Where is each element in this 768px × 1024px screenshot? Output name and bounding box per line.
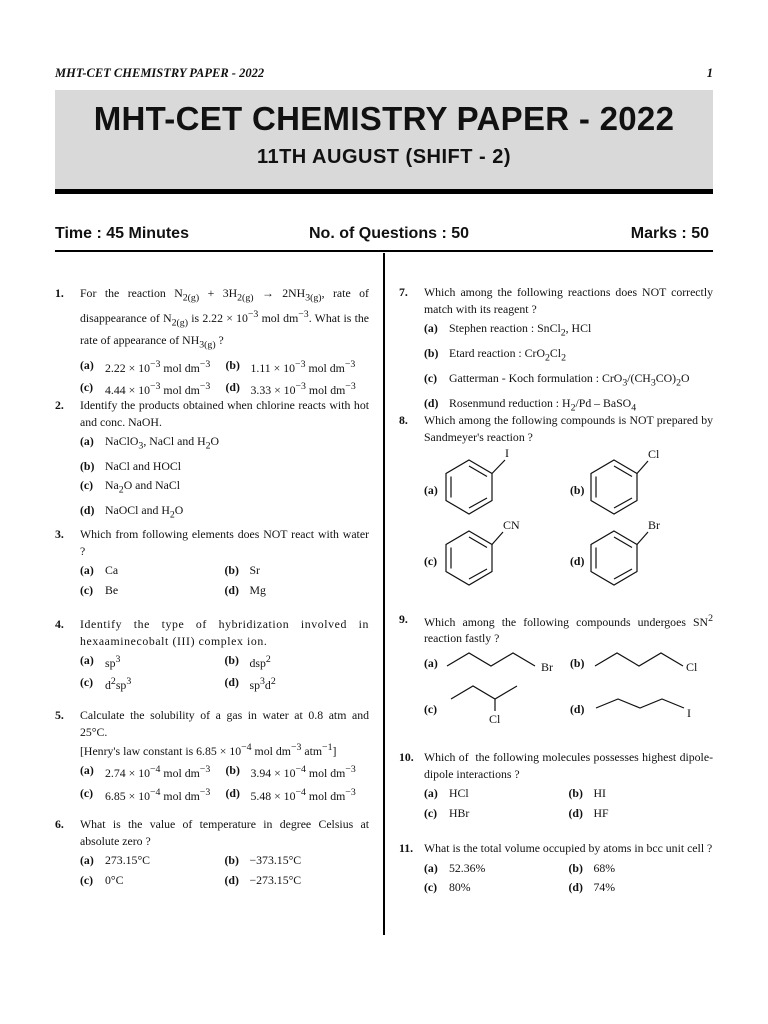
option-text[interactable]: $2.74 \times 10^{-4}$ mol $dm^{-3}$	[105, 764, 211, 781]
question-text: Which of the following molecules possesses highest dipole-dipole interactions ?	[424, 750, 713, 781]
option-text[interactable]: $4.44 \times 10^{-3}$ mol $dm^{-3}$	[105, 380, 211, 397]
option-label[interactable]: (c)	[424, 880, 438, 894]
chlorobutane-structure[interactable]	[595, 653, 698, 674]
option-text[interactable]: 80%	[449, 880, 471, 894]
option-text[interactable]: Sr	[249, 563, 260, 577]
question-text: Which among the following reactions does NOT correctly match with its reagent ?	[424, 285, 713, 316]
option-text[interactable]: $sp^3d^2$	[249, 676, 276, 693]
option-text[interactable]: $sp^3$	[105, 654, 121, 670]
option-text[interactable]: Be	[105, 582, 119, 597]
question-number: 4.	[55, 617, 64, 631]
option-label[interactable]: (a)	[80, 357, 94, 372]
page-number: 1	[706, 66, 713, 80]
option-label[interactable]: (b)	[568, 860, 583, 875]
question-text: Which among the following compounds undergoes $SN^2$ reaction fastly ?	[424, 613, 713, 646]
question-text: Calculate the solubility of a gas in water at 0.8 atm and 25°C. [Henry's law constant is $6.85 \times 10^{-4}$ mol $dm^{-3}$ atm$^{-1}$]	[80, 708, 369, 758]
option-label[interactable]: (d)	[568, 880, 583, 894]
substituent-label: Br	[648, 518, 660, 532]
option-label[interactable]: (b)	[570, 483, 585, 497]
substituent-label: Cl	[648, 447, 660, 461]
option-label[interactable]: (b)	[424, 345, 439, 360]
option-label[interactable]: (d)	[424, 395, 439, 410]
question-text: What is the value of temperature in degree Celsius at absolute zero ?	[80, 817, 369, 848]
question-number: 11.	[399, 841, 414, 855]
option-text[interactable]: dsp$^2$	[249, 654, 271, 670]
question-number: 7.	[399, 285, 408, 299]
substituent-label: I	[505, 446, 509, 460]
question-number: 5.	[55, 708, 64, 722]
option-text[interactable]: 74%	[593, 880, 616, 894]
column-divider	[383, 253, 385, 935]
option-text[interactable]: −273.15°C	[249, 872, 302, 887]
option-text[interactable]: $5.48 \times 10^{-4}$ mol $dm^{-3}$	[250, 786, 356, 803]
option-text[interactable]: 0°C	[105, 872, 124, 887]
question-number: 8.	[399, 413, 408, 427]
chloropropane-structure[interactable]	[451, 686, 517, 726]
option-label[interactable]: (c)	[80, 379, 94, 394]
option-text[interactable]: Stephen reaction : SnCl$_2$, HCl	[449, 321, 592, 339]
substituent-label: I	[687, 706, 691, 720]
option-label[interactable]: (b)	[570, 656, 585, 670]
option-label[interactable]: (c)	[80, 675, 94, 690]
option-text[interactable]: $6.85 \times 10^{-4}$ mol $dm^{-3}$	[105, 786, 211, 803]
option-text[interactable]: HBr	[449, 805, 470, 820]
substituent-label: Cl	[489, 712, 501, 726]
option-text[interactable]: Etard reaction : $CrO_2Cl_2$	[449, 345, 566, 364]
option-label[interactable]: (c)	[80, 785, 94, 800]
option-label[interactable]: (b)	[224, 653, 239, 667]
option-text[interactable]: $3.94 \times 10^{-4}$ mol $dm^{-3}$	[250, 764, 356, 781]
question-7	[399, 284, 713, 416]
page-title: MHT-CET CHEMISTRY PAPER - 2022	[93, 100, 675, 137]
option-label[interactable]: (a)	[424, 786, 438, 800]
question-11	[399, 840, 713, 896]
question-number: 9.	[399, 612, 408, 626]
question-number: 2.	[55, 398, 64, 412]
option-label[interactable]: (a)	[424, 860, 438, 875]
question-text: Which among the following compounds is NOT prepared by Sandmeyer's reaction ?	[424, 413, 713, 444]
running-title: MHT-CET CHEMISTRY PAPER - 2022	[55, 66, 265, 80]
option-text[interactable]: $d^2sp^3$	[105, 676, 132, 693]
option-label[interactable]: (b)	[224, 563, 239, 577]
option-label[interactable]: (a)	[424, 483, 438, 497]
option-label[interactable]: (c)	[80, 582, 94, 597]
option-text[interactable]: NaCl and HOCl	[105, 458, 182, 473]
option-label[interactable]: (d)	[225, 785, 240, 800]
page-subtitle: 11TH AUGUST (SHIFT - 2)	[256, 146, 512, 168]
option-label[interactable]: (c)	[80, 872, 94, 887]
question-2	[55, 397, 369, 524]
meta-rule	[55, 250, 713, 252]
option-text[interactable]: $2.22 \times 10^{-3}$ mol $dm^{-3}$	[105, 358, 211, 375]
option-label[interactable]: (d)	[80, 503, 95, 518]
option-text[interactable]: NaOCl and $H_2O$	[105, 503, 184, 521]
option-label[interactable]: (a)	[80, 763, 94, 778]
option-label[interactable]: (b)	[80, 458, 95, 473]
option-label[interactable]: (a)	[80, 853, 94, 867]
question-text: For the reaction $N_{2(g)} + 3H_{2(g)} \to 2NH_{3(g)}$, rate of disappearance of $N_{2(g)}$ is $2.22 \times 10^{-3}$ mol $dm^{-3}$. What is the rate of appearance of $NH_{3(g)}$ ?	[80, 286, 369, 350]
question-count: No. of Questions : 50	[309, 225, 470, 242]
option-text[interactable]: 52.36%	[449, 860, 486, 875]
option-text[interactable]: Ca	[105, 563, 119, 577]
option-text[interactable]: Rosenmund reduction : $H_2/Pd$ – BaSO$_4$	[449, 395, 637, 413]
chlorobenzene-structure[interactable]	[591, 447, 660, 514]
option-label[interactable]: (a)	[80, 563, 94, 577]
option-label[interactable]: (b)	[224, 853, 239, 867]
question-4	[55, 616, 369, 694]
benzonitrile-structure[interactable]	[446, 518, 520, 585]
option-label[interactable]: (d)	[570, 554, 585, 568]
option-label[interactable]: (c)	[80, 478, 94, 493]
substituent-label: Cl	[686, 660, 698, 674]
question-1	[55, 285, 369, 398]
bromobenzene-structure[interactable]	[591, 518, 660, 585]
question-3	[55, 526, 369, 598]
question-text: What is the total volume occupied by atoms in bcc unit cell ?	[424, 841, 713, 855]
option-text[interactable]: −373.15°C	[249, 853, 302, 867]
option-label[interactable]: (c)	[424, 370, 438, 385]
question-8	[399, 412, 713, 594]
option-text[interactable]: 68%	[593, 860, 616, 875]
option-text[interactable]: Mg	[249, 582, 266, 597]
option-label[interactable]: (d)	[224, 675, 239, 690]
option-text[interactable]: Gatterman - Koch formulation : $CrO_3/(CH_3CO)_2O$	[449, 370, 690, 389]
option-text[interactable]: $Na_2O$ and NaCl	[105, 478, 181, 496]
question-text: Identify the products obtained when chlorine reacts with hot and conc. NaOH.	[80, 398, 369, 429]
marks-info: Marks : 50	[630, 225, 709, 242]
question-number: 6.	[55, 817, 64, 831]
option-label[interactable]: (a)	[424, 321, 438, 335]
option-label[interactable]: (d)	[224, 872, 239, 887]
option-label[interactable]: (a)	[424, 656, 438, 670]
option-label[interactable]: (d)	[568, 805, 583, 820]
iodobenzene-structure[interactable]	[446, 446, 509, 514]
question-number: 1.	[55, 286, 64, 300]
time-info: Time : 45 Minutes	[55, 225, 189, 242]
option-label[interactable]: (d)	[225, 379, 240, 394]
alkyl-halide-structures	[399, 611, 713, 731]
question-9	[399, 611, 713, 731]
option-label[interactable]: (a)	[80, 434, 94, 448]
question-10	[399, 749, 713, 821]
question-number: 10.	[399, 750, 414, 764]
option-text[interactable]: HCl	[449, 786, 469, 800]
question-number: 3.	[55, 527, 64, 541]
question-text: Which from following elements does NOT react with water ?	[80, 527, 369, 558]
option-label[interactable]: (d)	[570, 702, 585, 716]
option-text[interactable]: 273.15°C	[105, 853, 151, 867]
title-banner	[55, 90, 713, 189]
substituent-label: Br	[541, 660, 553, 674]
option-label[interactable]: (b)	[225, 357, 240, 372]
option-text[interactable]: HI	[593, 786, 606, 800]
option-text[interactable]: $3.33 \times 10^{-3}$ mol $dm^{-3}$	[250, 380, 356, 397]
bromobutane-structure[interactable]	[447, 653, 553, 674]
option-text[interactable]: $1.11 \times 10^{-3}$ mol $dm^{-3}$	[250, 358, 356, 375]
question-6	[55, 816, 369, 888]
substituent-label: CN	[503, 518, 520, 532]
option-label[interactable]: (b)	[568, 786, 583, 800]
option-label[interactable]: (a)	[80, 653, 94, 667]
banner-rule	[55, 189, 713, 194]
option-label[interactable]: (c)	[424, 702, 438, 716]
option-text[interactable]: NaClO$_3$, NaCl and $H_2O$	[105, 434, 220, 452]
question-5	[55, 707, 369, 804]
option-label[interactable]: (c)	[424, 805, 438, 820]
iodobutane-structure[interactable]	[596, 699, 691, 720]
benzene-structures	[399, 412, 713, 594]
option-label[interactable]: (c)	[424, 554, 438, 568]
question-text: Identify the type of hybridization involved in hexaaminecobalt (III) complex ion.	[80, 617, 369, 648]
running-header	[55, 66, 713, 82]
option-label[interactable]: (d)	[224, 582, 239, 597]
option-label[interactable]: (b)	[225, 763, 240, 778]
option-text[interactable]: HF	[593, 805, 609, 820]
